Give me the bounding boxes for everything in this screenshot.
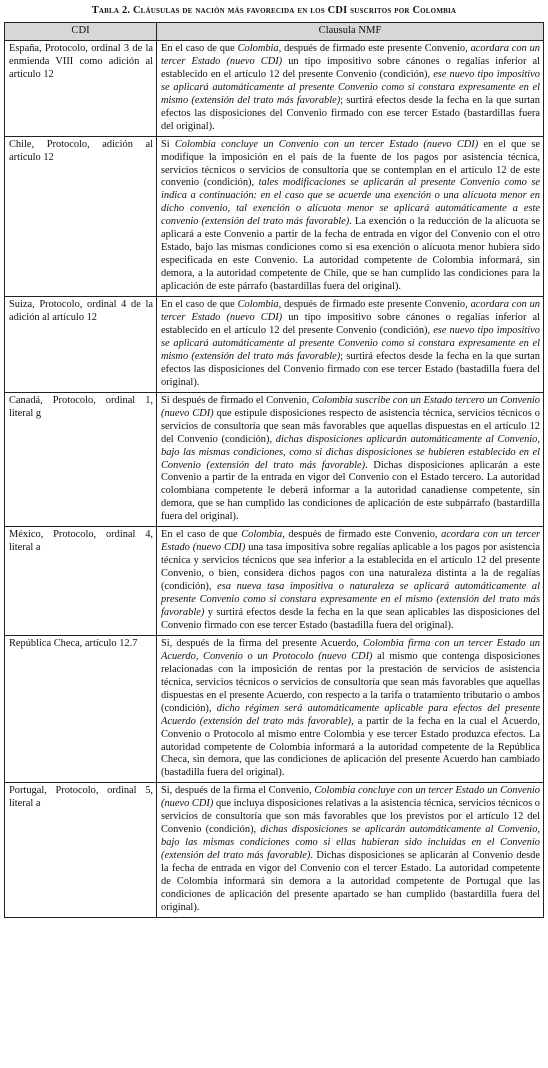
cdi-cell: Canadá, Protocolo, ordinal 1, literal g — [5, 392, 157, 527]
clause-text: ; surtirá efectos desde la fecha en la que surtan efectos las disposiciones del Convenio firmado con ese tercer Estado (bastardillas fuera del original). — [161, 94, 540, 132]
clause-text-italic: acordara con un tercer Estado (nuevo CDI) — [161, 42, 540, 67]
clause-text: Si después de firmado el Convenio, — [161, 394, 312, 406]
header-cdi: CDI — [5, 23, 157, 41]
clause-text-italic: ese nuevo tipo impositivo se aplicará automáticamente al presente Convenio como si constara expresamente en el mismo (extensión del trato más favorable) — [161, 68, 540, 106]
header-row — [5, 23, 544, 41]
clause-text: al mismo que contenga disposiciones relacionadas con la imposición de rentas por la prestación de servicios de asistencia técnica, servicios técnicos o servicios de consultoría que sean más favorables que aquellas dispuestas en el presente Acuerdo, con respecto a la tarifa o tratamiento tributario o ambos (condición), — [161, 650, 540, 714]
clause-text: . La exención o la reducción de la alícuota se aplicará a este Convenio a partir de la fecha de entrada en vigor del Convenio con el otro Estado, bajo las mismas condiciones como si esa exención o alícuota menor hubiera sido especificada en este Convenio. La autoridad competente de Colombia informará, sin demora, a la autoridad competente de Chile, que se han cumplido las condiciones para la aplicación de este párrafo (bastardillas fuera del original). — [161, 216, 540, 293]
table-body — [5, 40, 544, 917]
clause-text-italic: ese nuevo tipo impositivo se aplicará automáticamente al presente Convenio como si constara expresamente en el mismo (extensión del trato más favorable) — [161, 324, 540, 362]
cdi-cell: República Checa, artículo 12.7 — [5, 635, 157, 782]
clause-text-italic: Colombia concluye con un tercer Estado un Convenio (nuevo CDI) — [161, 785, 540, 810]
clause-text: Si, después de la firma del presente Acuerdo, — [161, 637, 363, 649]
clause-text: , después de firmado este Convenio, — [282, 529, 442, 541]
clause-text: que estipule disposiciones respecto de asistencia técnica, servicios técnicos o servicios de consultoría que sean más favorables que aquellas dispuestas en el artículo 12 del Convenio (condición), — [161, 407, 540, 445]
cdi-cell: Chile, Protocolo, adición al artículo 12 — [5, 136, 157, 296]
table-row — [5, 392, 544, 527]
clause-cell — [157, 40, 544, 136]
clause-text-italic: esa nueva tasa impositiva o naturaleza se aplicará automáticamente al presente Convenio como si constara expresamente en el mismo (extensión del trato más favorable) — [161, 581, 541, 618]
clause-text: un tipo impositivo sobre cánones o regalías inferior al establecido en el artículo 12 del presente Convenio (condición), — [161, 55, 540, 80]
clause-text: ; surtirá efectos desde la fecha en la que surtan efectos las disposiciones del Convenio firmado con ese tercer Estado (bastadilla fuera del original). — [161, 350, 540, 388]
clause-text-italic: Colombia — [237, 299, 279, 311]
clause-cell — [157, 297, 544, 393]
clause-text: un tipo impositivo sobre cánones o regalías inferior al establecido en el artículo 12 del presente Convenio (condición), — [161, 312, 540, 336]
table-row — [5, 40, 544, 136]
clause-text-italic: Colombia suscribe con un Estado tercero un Convenio (nuevo CDI) — [161, 394, 540, 419]
clause-text: Si — [161, 138, 175, 150]
clause-text: . Dichas disposiciones aplicarán a este Convenio a partir de la entrada en vigor del Convenio con el Estado tercero. La autoridad colombiana competente le deberá informar a la autoridad canadiense competente, sin demora, que se han cumplido las condiciones de aplicación de este subpárrafo (bastardilla fuera del original). — [161, 459, 540, 523]
header-clausula-nmf: Clausula NMF — [157, 23, 544, 41]
table-row — [5, 635, 544, 782]
clause-text: . Dichas disposiciones se aplicarán al Convenio desde la fecha de entrada en vigor del Convenio con el tercer Estado. La autoridad competente de Colombia informará sin demora a la autoridad competente de Portugal que las condiciones de aplicación del presente apartado se han cumplido (bastardilla fuera del original). — [161, 850, 540, 913]
clause-cell — [157, 635, 544, 782]
clause-text-italic: dichas disposiciones se aplicarán automáticamente al Convenio, bajo las mismas condiciones como si ellas hubieran sido incluidas en el Convenio (extensión del trato más favorable) — [161, 824, 540, 862]
clause-text: , después de firmado este presente Convenio, — [278, 299, 471, 311]
table-header — [5, 23, 544, 41]
table-row — [5, 527, 544, 636]
clause-text: y surtirá efectos desde la fecha en la que sean aplicables las disposiciones del Convenio firmado con ese tercer Estado (bastadilla fuera del original). — [161, 606, 540, 631]
clause-text: que incluya disposiciones relativas a la asistencia técnica, servicios técnicos o servicios de consultoría que son más favorables que los previstos por el artículo 12 del Convenio (condición), — [161, 798, 540, 836]
cdi-cell: Suiza, Protocolo, ordinal 4 de la adición al artículo 12 — [5, 297, 157, 393]
clause-text-italic: Colombia firma con un tercer Estado un Acuerdo, Convenio o un Protocolo (nuevo CDI) — [161, 637, 540, 662]
nmf-clauses-table — [4, 22, 544, 918]
clause-text-italic: Colombia — [237, 42, 279, 54]
cdi-cell: España, Protocolo, ordinal 3 de la enmienda VIII como adición al artículo 12 — [5, 40, 157, 136]
clause-text: En el caso de que — [161, 529, 242, 541]
clause-text: Si, después de la firma el Convenio, — [161, 785, 315, 797]
clause-text-italic: tales modificaciones se aplicarán al presente Convenio como se indica a continuación: en el caso que se acuerde una exención o una alícuota menor en dicho convenio, tal exención o alícuota menor se aplicará automáticamente a este convenio (extensión del trato más favorable) — [161, 177, 540, 228]
clause-text-italic: Colombia concluye un Convenio con un tercer Estado (nuevo CDI) — [174, 138, 479, 150]
clause-text: En el caso de que — [161, 299, 238, 311]
clause-text-italic: Colombia — [241, 529, 283, 541]
clause-text: , a partir de la fecha en la cual el Acuerdo, Convenio o Protocolo al mismo entre Colombia y ese tercer Estado produzca efectos. La autoridad competente de Colombia informará a la autoridad competente de la República Checa, sin demora, que las condiciones de aplicación del presente Acuerdo han cambiado (bastadilla fuera del original). — [161, 715, 540, 779]
cdi-cell: Portugal, Protocolo, ordinal 5, literal a — [5, 783, 157, 918]
table-row — [5, 136, 544, 296]
clause-text-italic: dichas disposiciones aplicarán automáticamente al Convenio, bajo las mismas condiciones, como si dichas disposiciones se hubieren establecido en el Convenio (extensión del trato más favorable) — [161, 433, 540, 471]
clause-text: una tasa impositiva sobre regalías aplicable a los pagos por asistencia técnica y servicios técnicos que sea inferior a la establecida en el artículo 12 del presente Convenio, o bien, considera dichos pagos con una naturaleza distinta a la de regalías (condición), — [161, 542, 540, 593]
clause-text: , después de firmado este presente Convenio, — [278, 42, 471, 54]
clause-text: en el que se modifique la imposición en el país de la fuente de los pagos por asistencia técnica, servicios técnicos o servicios de consultoría que se contemplan en el artículo 12 de este convenio (condición), — [161, 138, 540, 189]
table-row — [5, 297, 544, 393]
cdi-cell: México, Protocolo, ordinal 4, literal a — [5, 527, 157, 636]
clause-text-italic: acordara con un tercer Estado (nuevo CDI) — [161, 299, 540, 324]
clause-text-italic: acordara con un tercer Estado (nuevo CDI) — [161, 529, 540, 554]
clause-cell — [157, 392, 544, 527]
clause-cell — [157, 527, 544, 636]
clause-cell — [157, 136, 544, 296]
clause-cell — [157, 783, 544, 918]
clause-text: En el caso de que — [161, 42, 238, 54]
clause-text-italic: dicho régimen será automáticamente aplicable para efectos del presente Acuerdo (extensión del trato más favorable) — [161, 702, 540, 727]
table-row — [5, 783, 544, 918]
table-caption: Tabla 2. Cláusulas de nación más favorecida en los CDI suscritos por Colombia — [91, 5, 457, 16]
